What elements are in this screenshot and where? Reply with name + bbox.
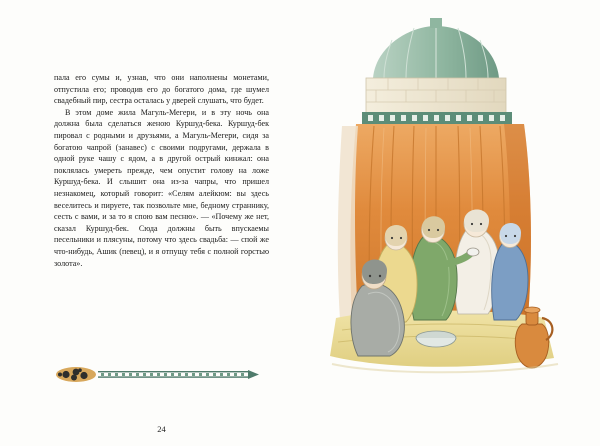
decorative-rule-ornament — [54, 366, 269, 383]
paragraph-main: В этом доме жила Магуль-Мегери, и в эту ночь она должна была сделаться женою Куршуд-бека. Куршуд-бек пировал с родными и друзьями, а Магуль-Мегери, сидя за богатою чапрой (занавес) с своими подругами, держала в одной руке чашу с ядом, а в другой острый кинжал: она поклялась умереть прежде, чем опустит голову на ложе Куршуд-бека. И слышит она из-за чапры, что пришел незнакомец, который говорит: «Селям алейкюм: вы здесь веселитесь и пируете, так позвольте мне, бедному страннику, сесть с вами, и за то я спою вам песню». — «Почему же нет, сказал Куршуд-бек. Сюда должны быть впускаемы песельники и плясуны, потому что здесь свадьба: — спой же что-нибудь, Ашик (певец), и я отпущу тебя с полной горстью золота». — [54, 107, 269, 268]
watercolor-illustration-wedding-feast — [318, 18, 570, 384]
text-column — [54, 72, 269, 269]
page-number: 24 — [157, 424, 166, 434]
paragraph-continuation: пала его сумы и, узнав, что они наполнены монетами, отпустила его; проводив его до богатого дома, где шумел свадебный пир, сестра осталась у дверей слушать, что будет. — [54, 73, 269, 106]
